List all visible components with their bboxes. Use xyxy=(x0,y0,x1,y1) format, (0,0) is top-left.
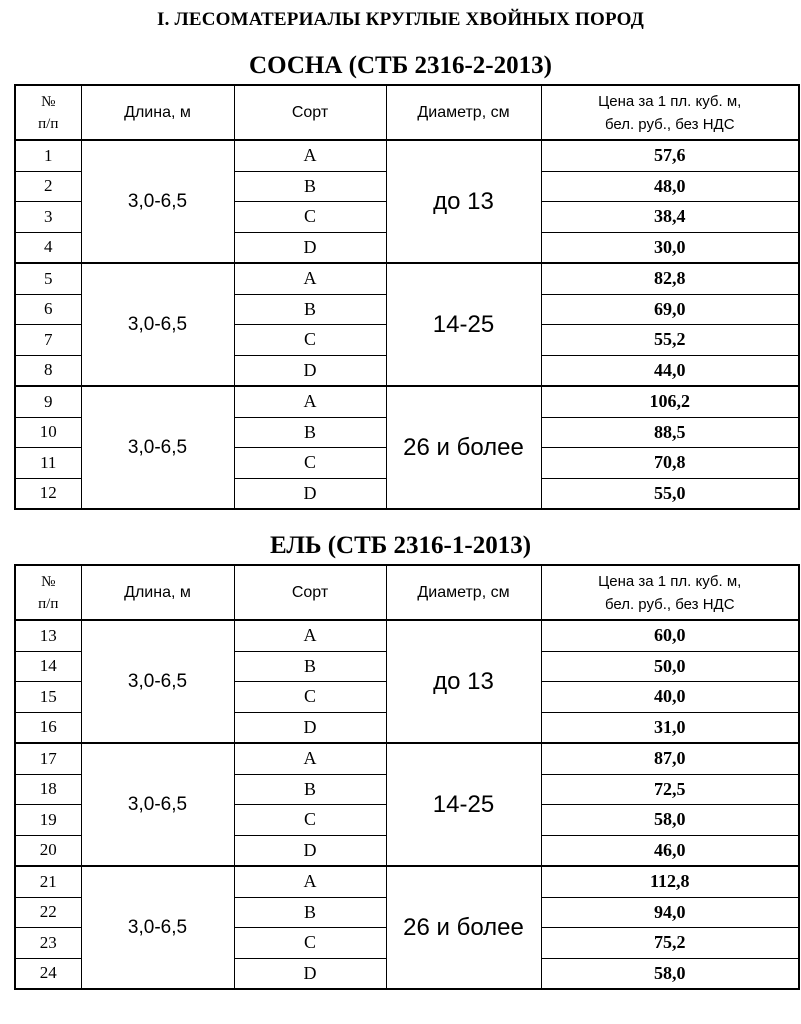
diameter-cell: 14-25 xyxy=(386,743,541,866)
header-number-line1: № xyxy=(41,573,56,590)
diameter-cell: 14-25 xyxy=(386,263,541,386)
grade-cell: B xyxy=(234,774,386,805)
header-price xyxy=(541,565,799,620)
row-number: 3 xyxy=(15,202,81,233)
diameter-cell: до 13 xyxy=(386,140,541,263)
length-cell: 3,0-6,5 xyxy=(81,620,234,743)
length-cell: 3,0-6,5 xyxy=(81,866,234,989)
grade-cell: B xyxy=(234,897,386,928)
table-row xyxy=(15,386,799,417)
grade-cell: A xyxy=(234,620,386,651)
price-cell: 50,0 xyxy=(541,651,799,682)
header-number xyxy=(15,85,81,140)
row-number: 13 xyxy=(15,620,81,651)
row-number: 15 xyxy=(15,682,81,713)
grade-cell: A xyxy=(234,263,386,294)
price-cell: 48,0 xyxy=(541,171,799,202)
section-title-spruce: ЕЛЬ (СТБ 2316-1-2013) xyxy=(269,532,532,559)
grade-cell: B xyxy=(234,294,386,325)
table-row xyxy=(15,866,799,897)
price-table-body xyxy=(15,620,799,989)
row-number: 20 xyxy=(15,835,81,866)
grade-cell: C xyxy=(234,202,386,233)
row-number: 12 xyxy=(15,478,81,509)
header-price-line2: бел. руб., без НДС xyxy=(604,595,735,613)
header-number xyxy=(15,565,81,620)
grade-cell: C xyxy=(234,682,386,713)
length-cell: 3,0-6,5 xyxy=(81,743,234,866)
price-table-pine xyxy=(14,84,800,510)
price-cell: 55,0 xyxy=(541,478,799,509)
section-title-pine: СОСНА (СТБ 2316-2-2013) xyxy=(249,52,552,79)
price-cell: 58,0 xyxy=(541,805,799,836)
grade-cell: C xyxy=(234,805,386,836)
row-number: 14 xyxy=(15,651,81,682)
grade-cell: D xyxy=(234,478,386,509)
row-number: 10 xyxy=(15,417,81,448)
row-number: 4 xyxy=(15,232,81,263)
header-number-line2: п/п xyxy=(38,115,59,132)
grade-cell: C xyxy=(234,448,386,479)
row-number: 21 xyxy=(15,866,81,897)
grade-cell: B xyxy=(234,417,386,448)
header-price-line1: Цена за 1 пл. куб. м, xyxy=(598,572,742,590)
row-number: 1 xyxy=(15,140,81,171)
header-diameter: Диаметр, см xyxy=(386,565,541,620)
grade-cell: D xyxy=(234,835,386,866)
table-header-row xyxy=(15,85,799,140)
grade-cell: A xyxy=(234,140,386,171)
price-cell: 58,0 xyxy=(541,958,799,989)
header-length: Длина, м xyxy=(81,565,234,620)
row-number: 11 xyxy=(15,448,81,479)
price-cell: 87,0 xyxy=(541,743,799,774)
price-cell: 60,0 xyxy=(541,620,799,651)
length-cell: 3,0-6,5 xyxy=(81,263,234,386)
document-title: I. ЛЕСОМАТЕРИАЛЫ КРУГЛЫЕ ХВОЙНЫХ ПОРОД xyxy=(157,9,644,30)
price-cell: 70,8 xyxy=(541,448,799,479)
price-cell: 38,4 xyxy=(541,202,799,233)
header-grade: Сорт xyxy=(234,85,386,140)
grade-cell: D xyxy=(234,232,386,263)
price-cell: 40,0 xyxy=(541,682,799,713)
diameter-cell: 26 и более xyxy=(386,866,541,989)
table-row xyxy=(15,263,799,294)
grade-cell: C xyxy=(234,928,386,959)
price-cell: 112,8 xyxy=(541,866,799,897)
row-number: 19 xyxy=(15,805,81,836)
row-number: 5 xyxy=(15,263,81,294)
price-cell: 69,0 xyxy=(541,294,799,325)
header-price-line2: бел. руб., без НДС xyxy=(604,115,735,133)
row-number: 16 xyxy=(15,712,81,743)
table-row xyxy=(15,743,799,774)
header-number-line1: № xyxy=(41,93,56,110)
diameter-cell: до 13 xyxy=(386,620,541,743)
row-number: 2 xyxy=(15,171,81,202)
row-number: 7 xyxy=(15,325,81,356)
price-cell: 94,0 xyxy=(541,897,799,928)
grade-cell: D xyxy=(234,712,386,743)
price-cell: 57,6 xyxy=(541,140,799,171)
price-cell: 55,2 xyxy=(541,325,799,356)
row-number: 17 xyxy=(15,743,81,774)
price-cell: 75,2 xyxy=(541,928,799,959)
table-row xyxy=(15,620,799,651)
grade-cell: B xyxy=(234,171,386,202)
row-number: 8 xyxy=(15,355,81,386)
grade-cell: A xyxy=(234,743,386,774)
price-table-spruce xyxy=(14,564,800,990)
price-cell: 30,0 xyxy=(541,232,799,263)
price-cell: 106,2 xyxy=(541,386,799,417)
price-cell: 82,8 xyxy=(541,263,799,294)
row-number: 6 xyxy=(15,294,81,325)
table-row xyxy=(15,140,799,171)
grade-cell: C xyxy=(234,325,386,356)
price-table-body xyxy=(15,140,799,509)
price-cell: 31,0 xyxy=(541,712,799,743)
grade-cell: A xyxy=(234,866,386,897)
grade-cell: D xyxy=(234,958,386,989)
grade-cell: D xyxy=(234,355,386,386)
price-cell: 72,5 xyxy=(541,774,799,805)
row-number: 22 xyxy=(15,897,81,928)
header-length: Длина, м xyxy=(81,85,234,140)
row-number: 23 xyxy=(15,928,81,959)
table-header-row xyxy=(15,565,799,620)
header-number-line2: п/п xyxy=(38,595,59,612)
header-price xyxy=(541,85,799,140)
row-number: 18 xyxy=(15,774,81,805)
length-cell: 3,0-6,5 xyxy=(81,386,234,509)
price-cell: 88,5 xyxy=(541,417,799,448)
header-diameter: Диаметр, см xyxy=(386,85,541,140)
header-grade: Сорт xyxy=(234,565,386,620)
grade-cell: A xyxy=(234,386,386,417)
price-cell: 44,0 xyxy=(541,355,799,386)
row-number: 9 xyxy=(15,386,81,417)
header-price-line1: Цена за 1 пл. куб. м, xyxy=(598,92,742,110)
price-cell: 46,0 xyxy=(541,835,799,866)
diameter-cell: 26 и более xyxy=(386,386,541,509)
grade-cell: B xyxy=(234,651,386,682)
length-cell: 3,0-6,5 xyxy=(81,140,234,263)
row-number: 24 xyxy=(15,958,81,989)
